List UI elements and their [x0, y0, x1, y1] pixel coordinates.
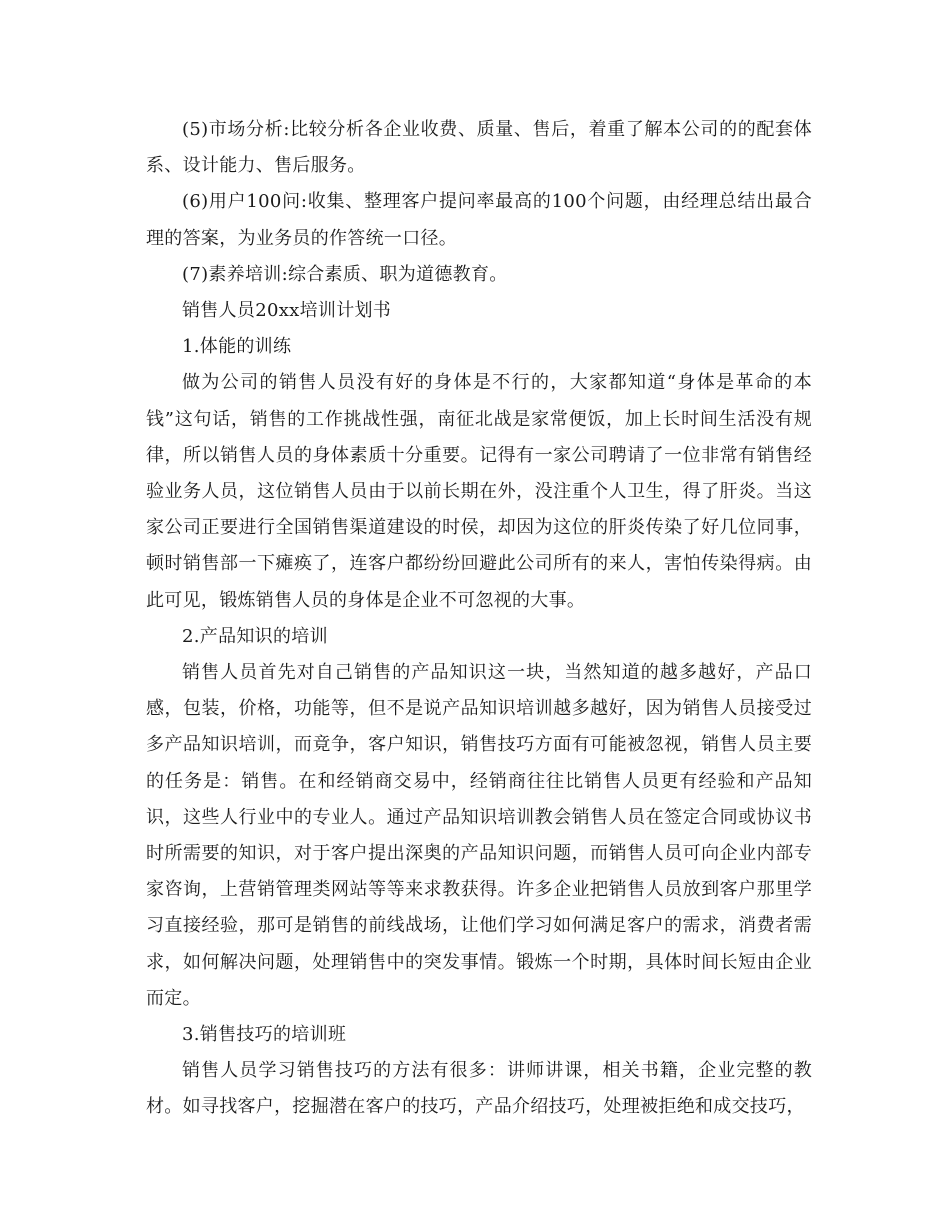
heading-sales-skills: 3.销售技巧的培训班	[182, 1024, 347, 1046]
paragraph-market-analysis: (5)市场分析:比较分析各企业收费、质量、售后，着重了解本公司的的配套体系、设计能力、售后服务。	[146, 119, 812, 177]
heading-physical-training: 1.体能的训练	[182, 336, 292, 358]
heading-product-knowledge: 2.产品知识的培训	[182, 625, 328, 647]
paragraph-quality-training: (7)素养培训:综合素质、职为道德教育。	[182, 263, 508, 285]
paragraph-user-100-questions: (6)用户100问:收集、整理客户提问率最高的100个问题，由经理总结出最合理的答案，为业务员的作答统一口径。	[146, 191, 812, 249]
section-title: 销售人员20xx培训计划书	[182, 300, 392, 322]
paragraph-product-knowledge: 销售人员首先对自己销售的产品知识这一块，当然知道的越多越好，产品口感，包装，价格，功能等，但不是说产品知识培训越多越好，因为销售人员接受过多产品知识培训，而竟争，客户知识，销售技巧方面有可能被忽视，销售人员主要的任务是：销售。在和经销商交易中，经销商往往比销售人员更有经验和产品知识，这些人行业中的专业人。通过产品知识培训教会销售人员在签定合同或协议书时所需要的知识，对于客户提出深奥的产品知识问题，而销售人员可向企业内部专家咨询，上营销管理类网站等等来求教获得。许多企业把销售人员放到客户那里学习直接经验，那可是销售的前线战场，让他们学习如何满足客户的需求，消费者需求，如何解决问题，处理销售中的突发事情。锻炼一个时期，具体时间长短由企业而定。	[146, 662, 812, 1009]
paragraph-physical-training: 做为公司的销售人员没有好的身体是不行的，大家都知道“身体是革命的本钱”这句话，销售的工作挑战性强，南征北战是家常便饭，加上长时间生活没有规律，所以销售人员的身体素质十分重要。记得有一家公司聘请了一位非常有销售经验业务人员，这位销售人员由于以前长期在外，没注重个人卫生，得了肝炎。当这家公司正要进行全国销售渠道建设的时侯，却因为这位的肝炎传染了好几位同事，顿时销售部一下瘫痪了，连客户都纷纷回避此公司所有的来人，害怕传染得病。由此可见，锻炼销售人员的身体是企业不可忽视的大事。	[146, 372, 812, 611]
document-body	[146, 112, 812, 1126]
paragraph-sales-skills: 销售人员学习销售技巧的方法有很多：讲师讲课，相关书籍，企业完整的教材。如寻找客户，挖掘潜在客户的技巧，产品介绍技巧，处理被拒绝和成交技巧，	[146, 1060, 812, 1118]
